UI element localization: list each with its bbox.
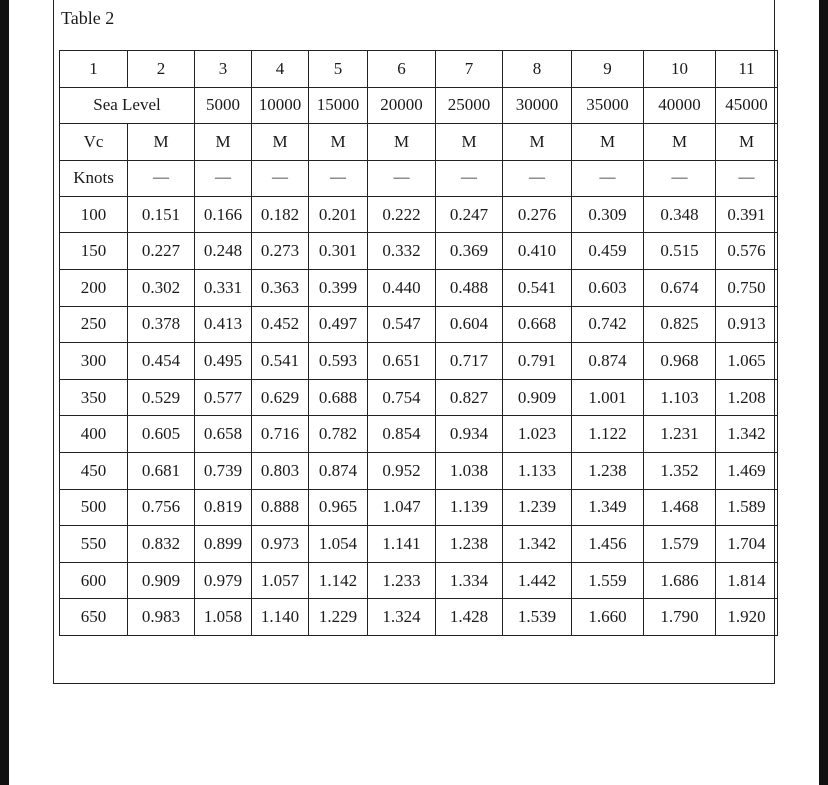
speed-cell: 350 (60, 379, 128, 416)
speed-cell: 400 (60, 416, 128, 453)
mach-value-cell: 0.151 (128, 196, 195, 233)
mach-value-cell: 0.952 (368, 452, 436, 489)
mach-value-cell: 0.495 (195, 343, 252, 380)
mach-value-cell: 0.547 (368, 306, 436, 343)
mach-value-cell: 0.301 (309, 233, 368, 270)
altitude-cell: 30000 (503, 87, 572, 124)
left-dark-edge (0, 0, 9, 785)
mach-value-cell: 0.166 (195, 196, 252, 233)
mach-value-cell: 1.133 (503, 452, 572, 489)
mach-value-cell: 1.814 (716, 562, 778, 599)
mach-value-cell: 0.541 (252, 343, 309, 380)
mach-value-cell: 1.238 (572, 452, 644, 489)
table-row (60, 599, 778, 636)
mach-value-cell: 0.248 (195, 233, 252, 270)
mach-value-cell: 0.629 (252, 379, 309, 416)
mach-value-cell: 1.589 (716, 489, 778, 526)
mach-value-cell: 1.231 (644, 416, 716, 453)
mach-value-cell: 0.819 (195, 489, 252, 526)
knots-row (60, 160, 778, 196)
mach-value-cell: 1.122 (572, 416, 644, 453)
column-number-cell: 5 (309, 51, 368, 88)
units-cell: Vc (60, 124, 128, 161)
mach-value-cell: 0.227 (128, 233, 195, 270)
mach-value-cell: 0.332 (368, 233, 436, 270)
mach-value-cell: 1.704 (716, 526, 778, 563)
mach-value-cell: 1.469 (716, 452, 778, 489)
mach-value-cell: 0.934 (436, 416, 503, 453)
mach-value-cell: 0.348 (644, 196, 716, 233)
speed-cell: 450 (60, 452, 128, 489)
mach-value-cell: 0.909 (503, 379, 572, 416)
mach-value-cell: 1.023 (503, 416, 572, 453)
mach-value-cell: 0.247 (436, 196, 503, 233)
dash-cell: — (309, 160, 368, 196)
dash-cell: — (716, 160, 778, 196)
dash-cell: — (368, 160, 436, 196)
mach-value-cell: 1.233 (368, 562, 436, 599)
dash-cell: — (128, 160, 195, 196)
mach-value-cell: 0.399 (309, 269, 368, 306)
mach-value-cell: 1.352 (644, 452, 716, 489)
altitude-cell: 40000 (644, 87, 716, 124)
table-row (60, 196, 778, 233)
units-cell: M (128, 124, 195, 161)
mach-value-cell: 0.888 (252, 489, 309, 526)
knots-label: Knots (60, 160, 128, 196)
mach-value-cell: 1.103 (644, 379, 716, 416)
column-number-cell: 11 (716, 51, 778, 88)
column-number-cell: 4 (252, 51, 309, 88)
mach-value-cell: 0.222 (368, 196, 436, 233)
mach-value-cell: 1.334 (436, 562, 503, 599)
right-dark-edge (819, 0, 828, 785)
mach-value-cell: 0.874 (309, 452, 368, 489)
table-row (60, 526, 778, 563)
mach-value-cell: 0.742 (572, 306, 644, 343)
mach-value-cell: 0.965 (309, 489, 368, 526)
mach-value-cell: 0.410 (503, 233, 572, 270)
mach-value-cell: 0.983 (128, 599, 195, 636)
table-row (60, 306, 778, 343)
mach-value-cell: 1.579 (644, 526, 716, 563)
mach-value-cell: 0.874 (572, 343, 644, 380)
mach-value-cell: 1.141 (368, 526, 436, 563)
table-row (60, 489, 778, 526)
mach-value-cell: 1.047 (368, 489, 436, 526)
table-row (60, 343, 778, 380)
dash-cell: — (195, 160, 252, 196)
mach-value-cell: 1.038 (436, 452, 503, 489)
mach-value-cell: 0.576 (716, 233, 778, 270)
mach-value-cell: 0.515 (644, 233, 716, 270)
mach-value-cell: 1.208 (716, 379, 778, 416)
speed-cell: 150 (60, 233, 128, 270)
mach-value-cell: 1.057 (252, 562, 309, 599)
mach-value-cell: 1.054 (309, 526, 368, 563)
table-row (60, 452, 778, 489)
column-number-cell: 10 (644, 51, 716, 88)
mach-value-cell: 0.651 (368, 343, 436, 380)
mach-value-cell: 1.428 (436, 599, 503, 636)
mach-value-cell: 1.001 (572, 379, 644, 416)
units-cell: M (644, 124, 716, 161)
mach-value-cell: 0.827 (436, 379, 503, 416)
altitude-cell: 5000 (195, 87, 252, 124)
mach-value-cell: 0.854 (368, 416, 436, 453)
mach-value-cell: 0.497 (309, 306, 368, 343)
altitude-cell: 10000 (252, 87, 309, 124)
mach-value-cell: 1.058 (195, 599, 252, 636)
table-body (60, 51, 778, 636)
units-cell: M (503, 124, 572, 161)
mach-value-cell: 0.529 (128, 379, 195, 416)
mach-value-cell: 0.968 (644, 343, 716, 380)
mach-value-cell: 1.239 (503, 489, 572, 526)
dash-cell: — (436, 160, 503, 196)
mach-value-cell: 1.324 (368, 599, 436, 636)
mach-value-cell: 0.973 (252, 526, 309, 563)
mach-value-cell: 0.756 (128, 489, 195, 526)
dash-cell: — (572, 160, 644, 196)
mach-value-cell: 0.276 (503, 196, 572, 233)
mach-value-cell: 1.065 (716, 343, 778, 380)
units-cell: M (309, 124, 368, 161)
mach-value-cell: 0.593 (309, 343, 368, 380)
speed-cell: 250 (60, 306, 128, 343)
units-cell: M (368, 124, 436, 161)
mach-value-cell: 0.782 (309, 416, 368, 453)
mach-value-cell: 0.825 (644, 306, 716, 343)
mach-value-cell: 0.378 (128, 306, 195, 343)
mach-value-cell: 0.331 (195, 269, 252, 306)
mach-value-cell: 1.238 (436, 526, 503, 563)
altitude-cell: 35000 (572, 87, 644, 124)
mach-value-cell: 1.349 (572, 489, 644, 526)
mach-value-cell: 0.913 (716, 306, 778, 343)
speed-cell: 100 (60, 196, 128, 233)
mach-value-cell: 1.686 (644, 562, 716, 599)
mach-value-cell: 0.739 (195, 452, 252, 489)
mach-value-cell: 0.681 (128, 452, 195, 489)
mach-value-cell: 0.909 (128, 562, 195, 599)
mach-value-cell: 1.229 (309, 599, 368, 636)
units-cell: M (252, 124, 309, 161)
mach-value-cell: 0.750 (716, 269, 778, 306)
mach-value-cell: 1.456 (572, 526, 644, 563)
mach-value-cell: 0.658 (195, 416, 252, 453)
table-row (60, 416, 778, 453)
column-number-cell: 9 (572, 51, 644, 88)
altitude-cell: 25000 (436, 87, 503, 124)
dash-cell: — (644, 160, 716, 196)
mach-value-cell: 0.302 (128, 269, 195, 306)
column-number-cell: 1 (60, 51, 128, 88)
mach-value-cell: 0.674 (644, 269, 716, 306)
altitude-cell: Sea Level (60, 87, 195, 124)
column-number-row (60, 51, 778, 88)
mach-value-cell: 0.440 (368, 269, 436, 306)
table-row (60, 269, 778, 306)
table-row (60, 379, 778, 416)
speed-cell: 600 (60, 562, 128, 599)
speed-cell: 550 (60, 526, 128, 563)
altitude-row (60, 87, 778, 124)
table-row (60, 562, 778, 599)
mach-value-cell: 0.577 (195, 379, 252, 416)
mach-value-cell: 0.201 (309, 196, 368, 233)
mach-value-cell: 1.442 (503, 562, 572, 599)
mach-value-cell: 1.539 (503, 599, 572, 636)
altitude-cell: 20000 (368, 87, 436, 124)
speed-cell: 200 (60, 269, 128, 306)
mach-value-cell: 0.832 (128, 526, 195, 563)
altitude-cell: 15000 (309, 87, 368, 124)
dash-cell: — (503, 160, 572, 196)
mach-value-cell: 0.791 (503, 343, 572, 380)
speed-cell: 650 (60, 599, 128, 636)
column-number-cell: 3 (195, 51, 252, 88)
mach-value-cell: 0.716 (252, 416, 309, 453)
dash-cell: — (252, 160, 309, 196)
units-cell: M (572, 124, 644, 161)
mach-value-cell: 1.790 (644, 599, 716, 636)
mach-value-cell: 0.668 (503, 306, 572, 343)
mach-value-cell: 0.803 (252, 452, 309, 489)
mach-value-cell: 1.660 (572, 599, 644, 636)
units-cell: M (436, 124, 503, 161)
column-number-cell: 6 (368, 51, 436, 88)
mach-value-cell: 1.142 (309, 562, 368, 599)
mach-value-cell: 0.979 (195, 562, 252, 599)
units-cell: M (716, 124, 778, 161)
mach-value-cell: 1.342 (716, 416, 778, 453)
mach-value-cell: 0.452 (252, 306, 309, 343)
mach-value-cell: 0.391 (716, 196, 778, 233)
mach-value-cell: 0.899 (195, 526, 252, 563)
mach-value-cell: 0.309 (572, 196, 644, 233)
units-cell: M (195, 124, 252, 161)
mach-value-cell: 1.468 (644, 489, 716, 526)
table-row (60, 233, 778, 270)
mach-value-cell: 0.182 (252, 196, 309, 233)
column-number-cell: 8 (503, 51, 572, 88)
altitude-cell: 45000 (716, 87, 778, 124)
mach-value-cell: 1.342 (503, 526, 572, 563)
column-number-cell: 7 (436, 51, 503, 88)
units-row (60, 124, 778, 161)
mach-value-cell: 0.754 (368, 379, 436, 416)
mach-value-cell: 0.688 (309, 379, 368, 416)
mach-value-cell: 1.559 (572, 562, 644, 599)
mach-value-cell: 0.604 (436, 306, 503, 343)
mach-value-cell: 0.363 (252, 269, 309, 306)
table-caption: Table 2 (61, 8, 115, 28)
mach-value-cell: 0.413 (195, 306, 252, 343)
mach-value-cell: 0.605 (128, 416, 195, 453)
mach-value-cell: 1.140 (252, 599, 309, 636)
mach-value-cell: 1.920 (716, 599, 778, 636)
mach-value-cell: 1.139 (436, 489, 503, 526)
mach-table (59, 50, 778, 636)
mach-value-cell: 0.717 (436, 343, 503, 380)
mach-value-cell: 0.541 (503, 269, 572, 306)
speed-cell: 300 (60, 343, 128, 380)
mach-value-cell: 0.369 (436, 233, 503, 270)
mach-value-cell: 0.454 (128, 343, 195, 380)
mach-value-cell: 0.273 (252, 233, 309, 270)
column-number-cell: 2 (128, 51, 195, 88)
mach-value-cell: 0.459 (572, 233, 644, 270)
mach-value-cell: 0.488 (436, 269, 503, 306)
mach-value-cell: 0.603 (572, 269, 644, 306)
speed-cell: 500 (60, 489, 128, 526)
